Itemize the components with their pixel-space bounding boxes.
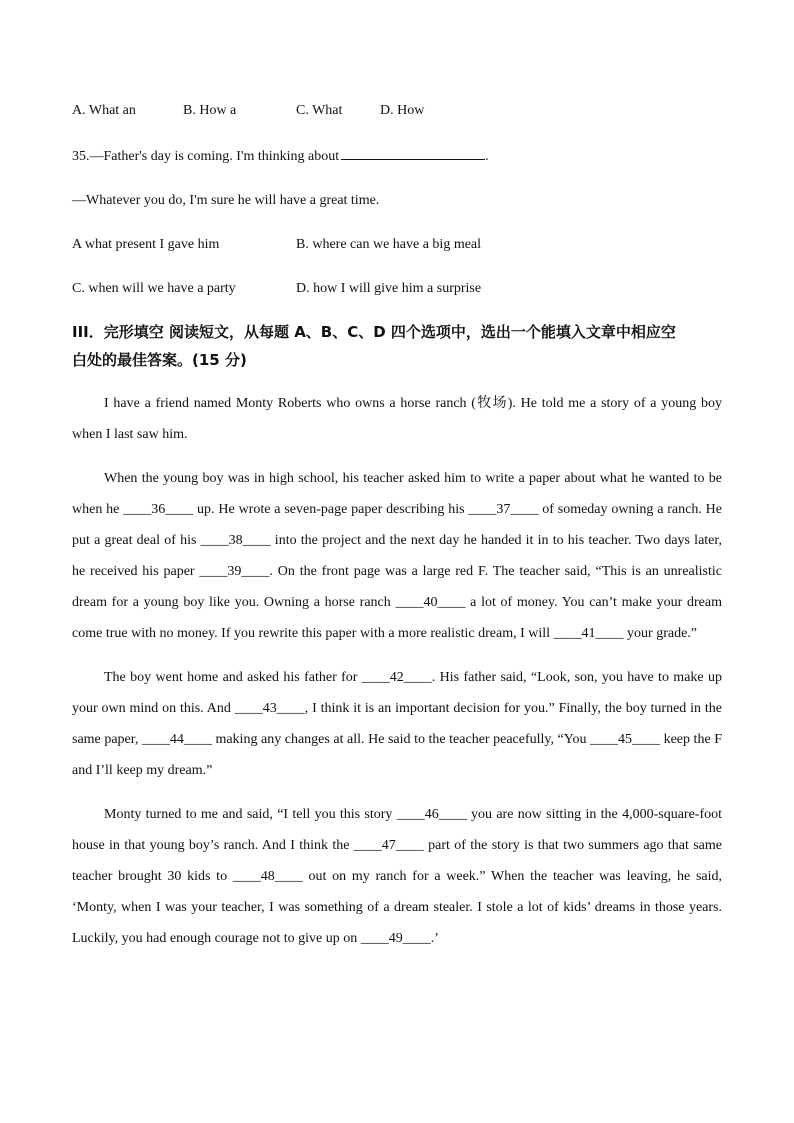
passage-paragraph-1: I have a friend named Monty Roberts who owns a horse ranch (牧场). He told me a story of a young boy when I last saw him. (72, 396, 722, 442)
cloze-passage (72, 388, 722, 954)
q35-reply: —Whatever you do, I'm sure he will have a great time. (72, 193, 380, 208)
q35-option-d: D. how I will give him a surprise (296, 281, 482, 296)
q35-option-c: C. when will we have a party (72, 281, 236, 296)
q35-stem-end: . (485, 149, 489, 164)
q35-options-row2 (72, 278, 722, 300)
q34-option-d: D. How (380, 103, 425, 118)
q35-stem (72, 145, 722, 167)
q35-option-a: A what present I gave him (72, 237, 220, 252)
section-heading (72, 318, 722, 374)
q35-option-b: B. where can we have a big meal (296, 237, 482, 252)
q35-options-row1 (72, 234, 722, 256)
section-heading-line2: 白处的最佳答案。(15 分) (72, 351, 247, 369)
q34-option-b: B. How a (183, 103, 237, 118)
q35-stem-text: 35.—Father's day is coming. I'm thinking about (72, 149, 340, 164)
passage-paragraph-2: When the young boy was in high school, his teacher asked him to write a paper about what he wanted to be when he ____36____ up. He wrote a seven-page paper describing his ____37____ of someday owning a ranch. He put a great deal of his ____38____ into the project and the next day he handed it in to his teacher. Two days later, he received his paper ____39____. On the front page was a large red F. The teacher said, “This is an unrealistic dream for a young boy like you. Owning a horse ranch ____40____ a lot of money. You can’t make your dream come true with no money. If you rewrite this paper with a more realistic dream, I will ____41____ your grade.” (72, 471, 722, 641)
document-page (72, 100, 722, 954)
q34-option-c: C. What (296, 103, 343, 118)
q34-option-a: A. What an (72, 103, 136, 118)
section-heading-line1: III．完形填空 阅读短文，从每题 A、B、C、D 四个选项中，选出一个能填入文章中相应空 (72, 323, 676, 341)
passage-paragraph-3: The boy went home and asked his father for ____42____. His father said, “Look, son, you have to make up your own mind on this. And ____43____, I think it is an important decision for you.” Finally, the boy turned in the same paper, ____44____ making any changes at all. He said to the teacher peacefully, “You ____45____ keep the F and I’ll keep my dream.” (72, 670, 722, 778)
q34-options (72, 100, 722, 122)
passage-paragraph-4: Monty turned to me and said, “I tell you this story ____46____ you are now sitting in the 4,000-square-foot house in that young boy’s ranch. And I think the ____47____ part of the story is that two summers ago that same teacher brought 30 kids to ____48____ out on my ranch for a week.” When the teacher was leaving, he said, ‘Monty, when I was your teacher, I was something of a dream stealer. I stole a lot of kids’ dreams in those years. Luckily, you had enough courage not to give up on ____49____.’ (72, 807, 722, 946)
answer-blank (341, 145, 485, 160)
